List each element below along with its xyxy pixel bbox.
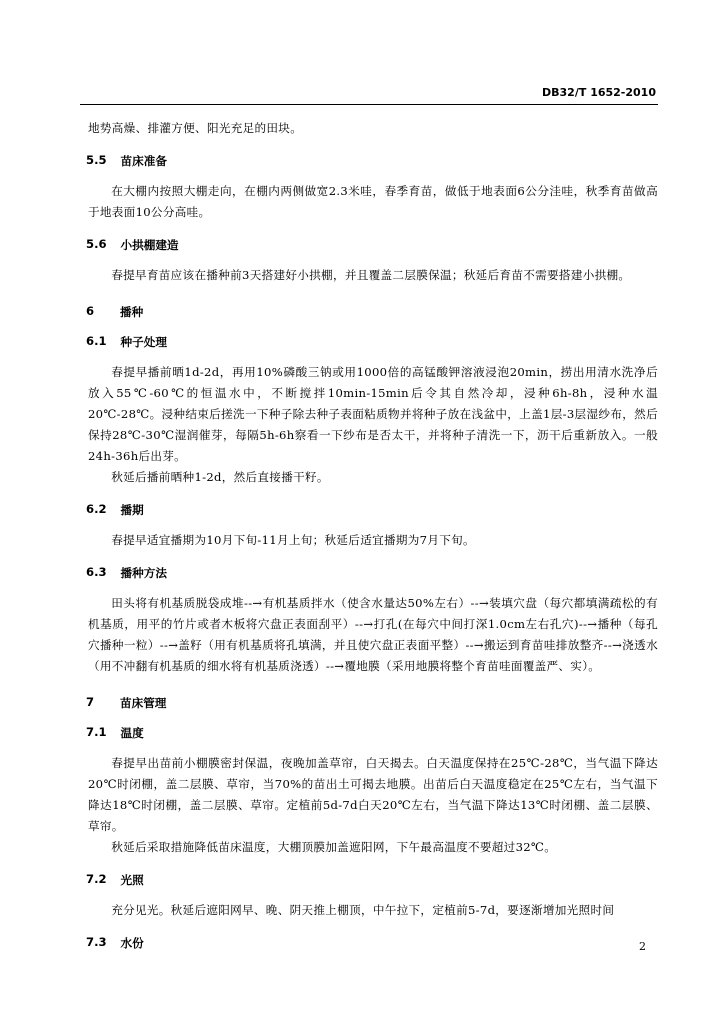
body-paragraph: 秋延后采取措施降低苗床温度，大棚顶膜加盖遮阳网，下午最高温度不要超过32℃。	[111, 840, 557, 854]
section-heading	[86, 237, 658, 253]
section-number: 5.5	[86, 153, 107, 167]
body-paragraph: 秋延后播前晒种1-2d，然后直接播干籽。	[111, 470, 329, 484]
body-paragraph: 春提早出苗前小棚膜密封保温，夜晚加盖草帘，白天揭去。白天温度保持在25℃-28℃，当气温下降达20℃时闭棚，盖二层膜、草帘，当70%的苗出土可揭去地膜。出苗后白天温度稳定在25℃左右，当气温下降达18℃时闭棚，盖二层膜、草帘。定植前5d-7d白天20℃左右，当气温下降达13℃时闭棚、盖二层膜、草帘。	[88, 756, 658, 833]
section-heading	[86, 153, 658, 169]
section-number: 6.1	[86, 334, 107, 348]
section-number: 6.3	[86, 565, 107, 579]
section-number: 6	[86, 304, 95, 318]
section-title: 苗床准备	[120, 154, 167, 168]
section-heading	[86, 935, 658, 951]
section-heading	[86, 502, 658, 518]
section-heading	[86, 725, 658, 741]
body-paragraph: 田头将有机基质脱袋成堆--→有机基质拌水（使含水量达50%左右）--→装填穴盘（每穴都填满疏松的有机基质，用平的竹片或者木板将穴盘正表面刮平）--→打孔(在每穴中间打深1.0cm左右孔穴)--→播种（每孔穴播种一粒）--→盖籽（用有机基质将孔填满，并且使穴盘正表面平整）--→搬运到育苗哇排放整齐--→浇透水（用不冲翻有机基质的细水将有机基质浇透）--→覆地膜（采用地膜将整个育苗哇面覆盖严、实）。	[88, 596, 658, 673]
section-number: 7.1	[86, 725, 107, 739]
section-title: 播种方法	[120, 566, 167, 580]
section-title: 苗床管理	[120, 696, 167, 710]
section-title: 播种	[120, 305, 144, 319]
section-number: 5.6	[86, 237, 107, 251]
section-heading	[86, 565, 658, 581]
body-paragraph: 充分见光。秋延后遮阳网早、晚、阴天推上棚顶，中午拉下，定植前5-7d，要逐渐增加光照时间	[111, 903, 615, 917]
section-heading	[86, 872, 658, 888]
section-title: 播期	[120, 503, 144, 517]
section-heading	[86, 304, 658, 320]
section-heading	[86, 695, 658, 711]
standard-code-header: DB32/T 1652-2010	[542, 86, 656, 99]
section-number: 7.3	[86, 935, 107, 949]
page-number: 2	[639, 940, 646, 953]
section-heading	[86, 334, 658, 350]
section-title: 光照	[120, 873, 144, 887]
section-number: 7.2	[86, 872, 107, 886]
header-rule	[80, 104, 658, 105]
section-number: 7	[86, 695, 95, 709]
section-title: 小拱棚建造	[120, 238, 179, 252]
body-paragraph: 春提早适宜播期为10月下旬-11月上旬；秋延后适宜播期为7月下旬。	[111, 533, 475, 547]
body-paragraph: 春提早播前晒1d-2d，再用10%磷酸三钠或用1000倍的高锰酸钾溶液浸泡20min，捞出用清水洗净后放入55℃-60℃的恒温水中，不断搅拌10min-15min后令其自然冷却，浸种6h-8h，浸种水温20℃-28℃。浸种结束后搓洗一下种子除去种子表面粘质物并将种子放在浅盆中，上盖1层-3层湿纱布，然后保持28℃-30℃湿润催芽，每隔5h-6h察看一下纱布是否太干，并将种子清洗一下，沥干后重新放入。一般24h-36h后出芽。	[88, 365, 658, 463]
document-body	[88, 118, 658, 963]
body-paragraph: 春提早育苗应该在播种前3天搭建好小拱棚，并且覆盖二层膜保温；秋延后育苗不需要搭建小拱棚。	[111, 268, 631, 282]
section-title: 种子处理	[120, 335, 167, 349]
body-paragraph: 在大棚内按照大棚走向，在棚内两侧做宽2.3米哇，春季育苗，做低于地表面6公分洼哇，秋季育苗做高于地表面10公分高哇。	[88, 184, 658, 219]
body-paragraph: 地势高燥、排灌方便、阳光充足的田块。	[88, 121, 303, 135]
section-title: 温度	[120, 726, 144, 740]
section-number: 6.2	[86, 502, 107, 516]
section-title: 水份	[120, 936, 144, 950]
